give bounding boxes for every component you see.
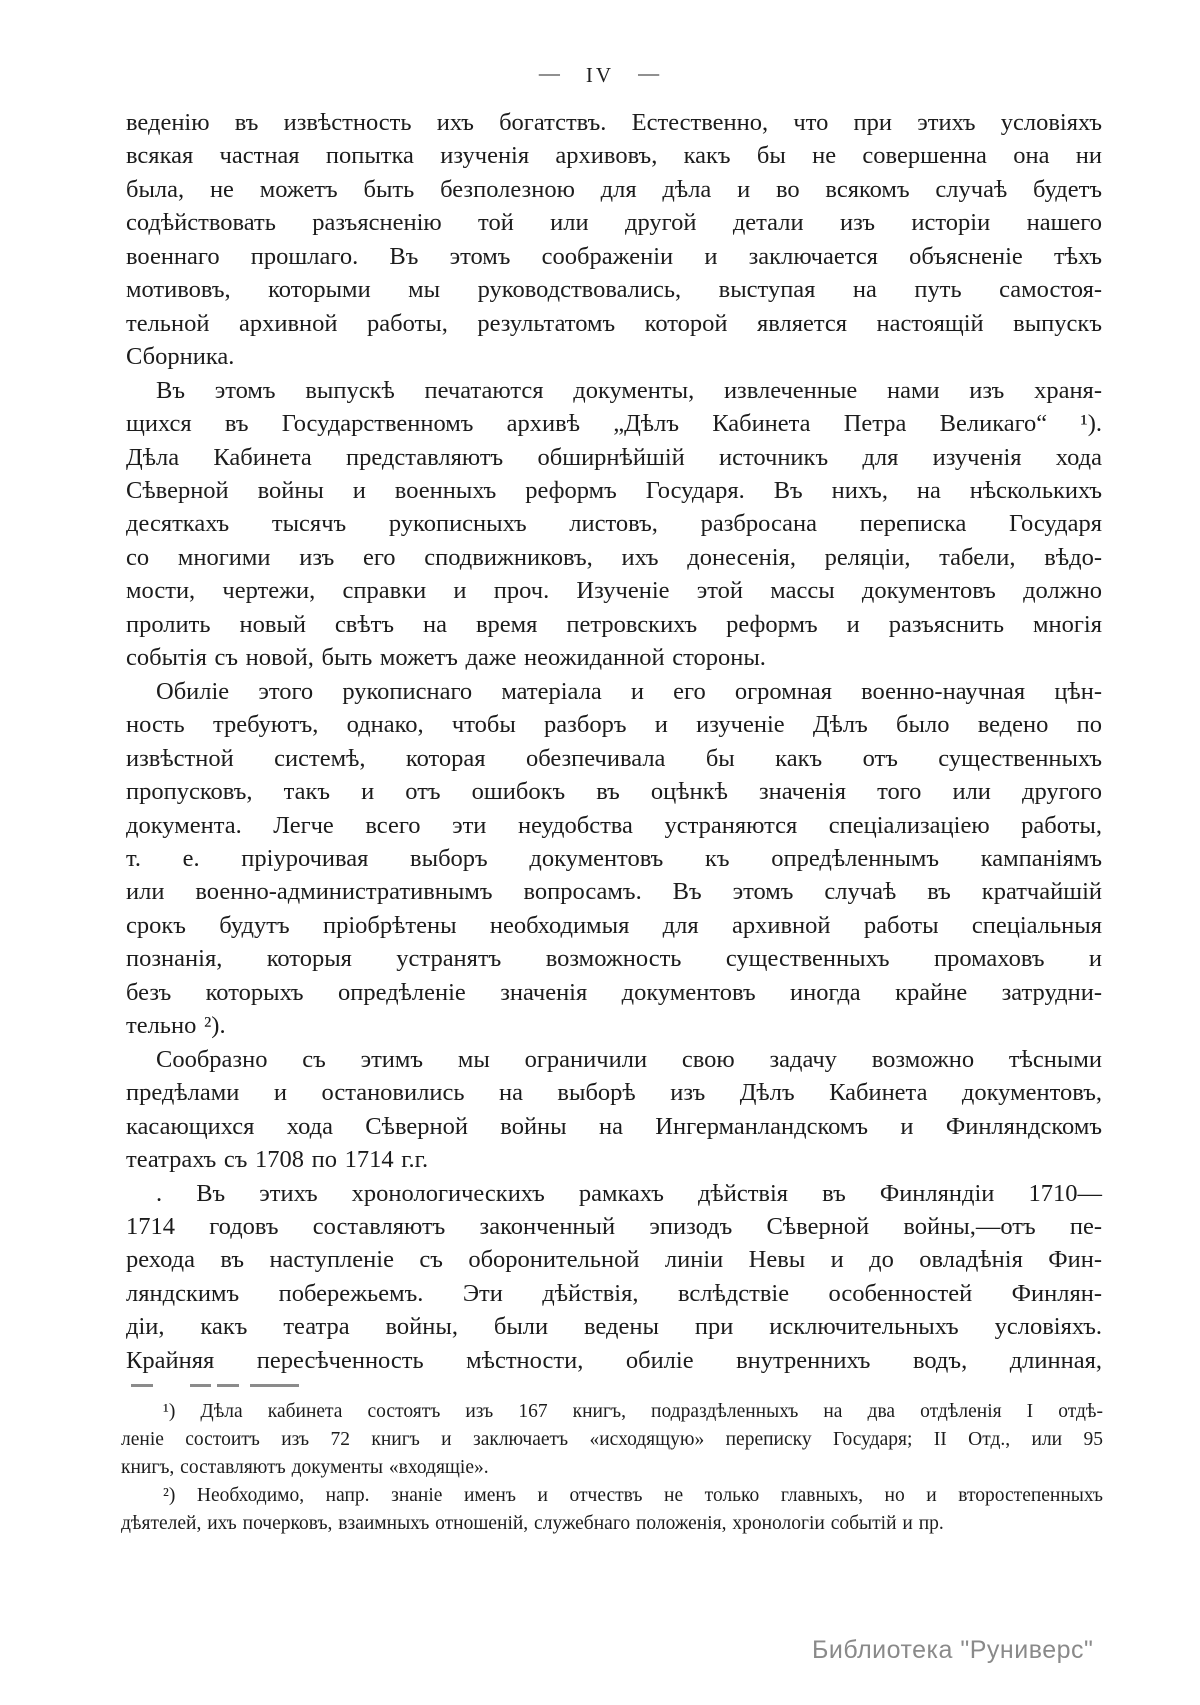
text-line: . Въ этихъ хронологическихъ рамкахъ дѣйствія въ Финляндіи 1710— [156,1179,1102,1207]
text-line: тельной архивной работы, результатомъ которой является настоящій выпускъ [126,309,1102,337]
text-line: документа. Легче всего эти неудобства устраняются спеціализаціею работы, [126,811,1102,839]
text-line: Сообразно съ этимъ мы ограничили свою задачу возможно тѣсными [156,1045,1102,1073]
footnotes [121,1398,1103,1538]
text-line: событія съ новой, быть можетъ даже неожиданной стороны. [126,644,766,672]
text-line: была, не можетъ быть безполезною для дѣла и во всякомъ случаѣ будетъ [126,175,1102,203]
text-line: безъ которыхъ опредѣленіе значенія документовъ иногда крайне затрудни- [126,978,1102,1006]
text-line: леніе состоитъ изъ 72 книгъ и заключаетъ «исходящую» переписку Государя; II Отд., или 95 [121,1429,1103,1451]
footnote-separator [131,1384,299,1388]
page-number: IV [585,63,615,87]
text-line: или военно-административнымъ вопросамъ. Въ этомъ случаѣ въ кратчайшій [126,878,1102,906]
page-header [0,60,1200,90]
text-line: Въ этомъ выпускѣ печатаются документы, извлеченные нами изъ храня- [156,376,1102,404]
text-line: 1714 годовъ составляютъ законченный эпизодъ Сѣверной войны,—отъ пе- [126,1212,1102,1240]
text-line: мотивовъ, которыми мы руководствовались, выступая на путь самостоя- [126,276,1102,304]
text-line: ность требуютъ, однако, чтобы разборъ и изученіе Дѣлъ было ведено по [126,711,1102,739]
text-line: рехода въ наступленіе съ оборонительной линіи Невы и до овладѣнія Фин- [126,1246,1102,1274]
paragraph [126,374,1102,675]
text-line: познанія, которыя устранятъ возможность существенныхъ промаховъ и [126,945,1102,973]
text-line: срокъ будутъ пріобрѣтены необходимыя для архивной работы спеціальныя [126,911,1102,939]
text-line: діи, какъ театра войны, были ведены при исключительныхъ условіяхъ. [126,1313,1102,1341]
text-line: касающихся хода Сѣверной войны на Ингерманландскомъ и Финляндскомъ [126,1112,1102,1140]
text-line: щихся въ Государственномъ архивѣ „Дѣлъ Кабинета Петра Великаго“ ¹). [126,410,1102,438]
text-line: пропусковъ, такъ и отъ ошибокъ въ оцѣнкѣ значенія того или другого [126,778,1102,806]
text-line: книгъ, составляютъ документы «входящіе». [121,1457,489,1479]
text-line: т. е. пріурочивая выборъ документовъ къ опредѣленнымъ кампаніямъ [126,844,1102,872]
text-line: Обиліе этого рукописнаго матеріала и его огромная военно-научная цѣн- [156,677,1102,705]
text-line: веденію въ извѣстность ихъ богатствъ. Естественно, что при этихъ условіяхъ [126,109,1102,136]
header-dash-right: — [638,61,662,85]
text-line: Сборника. [126,343,235,371]
text-line: дѣятелей, ихъ почерковъ, взаимныхъ отношеній, служебнаго положенія, хронологіи событій и пр. [121,1513,944,1535]
paragraph [126,106,1102,374]
text-line: Крайняя пересѣченность мѣстности, обиліе внутреннихъ водъ, длинная, [126,1346,1102,1374]
header-dash-left: — [538,61,562,85]
paragraph [126,675,1102,1043]
text-line: военнаго прошлаго. Въ этомъ соображеніи и заключается объясненіе тѣхъ [126,242,1102,270]
paragraph [126,1043,1102,1177]
watermark: Библиотека "Руниверс" [812,1636,1094,1664]
text-line: театрахъ съ 1708 по 1714 г.г. [126,1146,429,1174]
footnote [121,1482,1103,1538]
text-line: мости, чертежи, справки и проч. Изученіе этой массы документовъ должно [126,577,1102,605]
paragraph [126,1177,1102,1378]
footnote [121,1398,1103,1482]
text-line: ¹) Дѣла кабинета состоятъ изъ 167 книгъ, подраздѣленныхъ на два отдѣленія I отдѣ- [163,1401,1103,1422]
text-line: десяткахъ тысячъ рукописныхъ листовъ, разбросана переписка Государя [126,510,1102,538]
text-line: предѣлами и остановились на выборѣ изъ Дѣлъ Кабинета документовъ, [126,1079,1102,1107]
text-line: ляндскимъ побережьемъ. Эти дѣйствія, вслѣдствіе особенностей Финлян- [126,1279,1102,1307]
text-line: всякая частная попытка изученія архивовъ, какъ бы не совершенна она ни [126,142,1102,170]
text-line: пролить новый свѣтъ на время петровскихъ реформъ и разъяснить многія [126,610,1102,638]
text-line: Сѣверной войны и военныхъ реформъ Государя. Въ нихъ, на нѣсколькихъ [126,476,1102,504]
text-line: ²) Необходимо, напр. знаніе именъ и отчествъ не только главныхъ, но и второстепенныхъ [163,1485,1103,1507]
text-line: содѣйствовать разъясненію той или другой детали изъ исторіи нашего [126,209,1102,237]
text-line: тельно ²). [126,1012,226,1040]
text-line: со многими изъ его сподвижниковъ, ихъ донесенія, реляціи, табели, вѣдо- [126,543,1102,571]
text-line: Дѣла Кабинета представляютъ обширнѣйшій источникъ для изученія хода [126,443,1102,471]
text-line: извѣстной системѣ, которая обезпечивала бы какъ отъ существенныхъ [126,744,1102,772]
main-text [126,106,1102,1377]
